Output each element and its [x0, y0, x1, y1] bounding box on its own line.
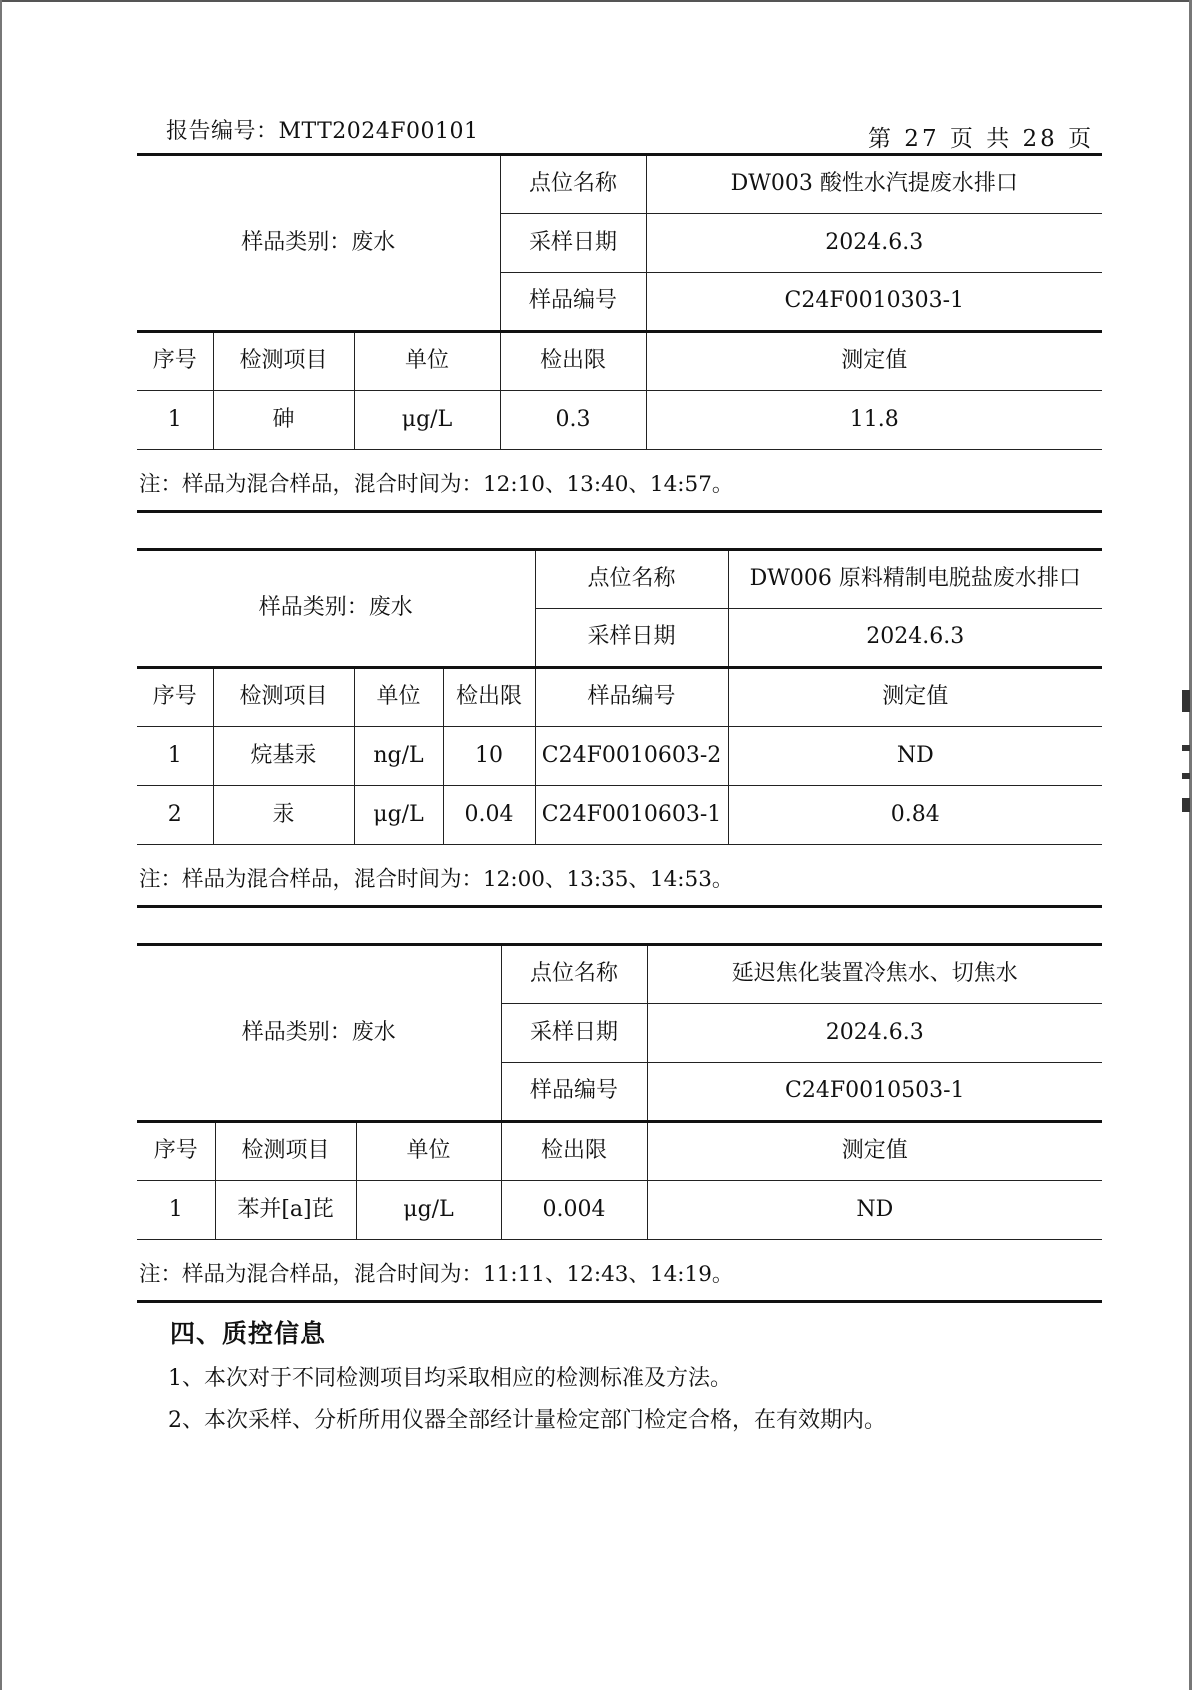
site-name-value: DW003 酸性水汽提废水排口	[646, 155, 1102, 214]
col-header-value: 测定值	[646, 332, 1102, 391]
col-header-value: 测定值	[647, 1122, 1102, 1181]
cell-no: 1	[137, 727, 213, 786]
cell-no: 2	[137, 786, 213, 845]
cell-value: ND	[647, 1181, 1102, 1240]
site-name-value: DW006 原料精制电脱盐废水排口	[728, 550, 1102, 609]
cell-unit: μg/L	[356, 1181, 501, 1240]
margin-scan-mark	[1182, 773, 1190, 779]
margin-scan-mark	[1182, 745, 1190, 751]
note-table-dw003: 注：样品为混合样品，混合时间为：12:10、13:40、14:57。	[139, 472, 734, 497]
note-table-dw006: 注：样品为混合样品，混合时间为：12:00、13:35、14:53。	[139, 867, 734, 892]
section-divider	[137, 1300, 1102, 1303]
cell-value: ND	[728, 727, 1102, 786]
cell-value: 0.84	[728, 786, 1102, 845]
col-header-sample-no: 样品编号	[535, 668, 728, 727]
cell-item: 汞	[213, 786, 354, 845]
cell-unit: μg/L	[354, 786, 443, 845]
table-row	[137, 786, 1102, 845]
sampling-date-value: 2024.6.3	[728, 609, 1102, 668]
site-name-label: 点位名称	[535, 550, 728, 609]
sample-type: 样品类别：废水	[137, 945, 501, 1122]
margin-scan-mark	[1182, 798, 1190, 812]
col-header-limit: 检出限	[443, 668, 535, 727]
table-header-row	[137, 332, 1102, 391]
sample-type: 样品类别：废水	[137, 550, 535, 668]
sampling-date-label: 采样日期	[535, 609, 728, 668]
page-indicator: 第 27 页 共 28 页	[868, 126, 1095, 152]
col-header-unit: 单位	[354, 668, 443, 727]
report-number	[166, 114, 479, 145]
col-header-item: 检测项目	[213, 668, 354, 727]
table-header-row	[137, 668, 1102, 727]
table-header-row	[137, 1122, 1102, 1181]
col-header-unit: 单位	[354, 332, 500, 391]
report-number-value: MTT2024F00101	[278, 119, 479, 144]
margin-scan-mark	[1182, 690, 1190, 712]
table-dw006	[137, 548, 1102, 845]
sample-no-value: C24F0010503-1	[647, 1063, 1102, 1122]
cell-no: 1	[137, 1181, 215, 1240]
cell-unit: μg/L	[354, 391, 500, 450]
sampling-date-value: 2024.6.3	[647, 1004, 1102, 1063]
table-dw003	[137, 153, 1102, 450]
cell-limit: 0.3	[500, 391, 646, 450]
site-name-value: 延迟焦化装置冷焦水、切焦水	[647, 945, 1102, 1004]
report-number-label: 报告编号：	[166, 119, 279, 144]
col-header-value: 测定值	[728, 668, 1102, 727]
sample-type: 样品类别：废水	[137, 155, 500, 332]
note-table-coking: 注：样品为混合样品，混合时间为：11:11、12:43、14:19。	[139, 1262, 734, 1287]
cell-unit: ng/L	[354, 727, 443, 786]
col-header-item: 检测项目	[215, 1122, 356, 1181]
site-name-label: 点位名称	[500, 155, 646, 214]
sampling-date-label: 采样日期	[500, 214, 646, 273]
qc-line-2: 2、本次采样、分析所用仪器全部经计量检定部门检定合格，在有效期内。	[168, 1408, 886, 1433]
table-row	[137, 391, 1102, 450]
section-divider	[137, 510, 1102, 513]
col-header-limit: 检出限	[501, 1122, 647, 1181]
qc-section-title: 四、质控信息	[170, 1319, 327, 1348]
cell-limit: 10	[443, 727, 535, 786]
col-header-no: 序号	[137, 332, 213, 391]
col-header-item: 检测项目	[213, 332, 354, 391]
sample-no-value: C24F0010303-1	[646, 273, 1102, 332]
sampling-date-label: 采样日期	[501, 1004, 647, 1063]
cell-item: 砷	[213, 391, 354, 450]
cell-sample-no: C24F0010603-1	[535, 786, 728, 845]
col-header-no: 序号	[137, 668, 213, 727]
table-row	[137, 1181, 1102, 1240]
cell-item: 苯并[a]芘	[215, 1181, 356, 1240]
col-header-unit: 单位	[356, 1122, 501, 1181]
scan-edge-left	[0, 0, 2, 1690]
col-header-no: 序号	[137, 1122, 215, 1181]
cell-item: 烷基汞	[213, 727, 354, 786]
table-row	[137, 727, 1102, 786]
cell-sample-no: C24F0010603-2	[535, 727, 728, 786]
sample-no-label: 样品编号	[500, 273, 646, 332]
section-divider	[137, 905, 1102, 908]
sample-no-label: 样品编号	[501, 1063, 647, 1122]
table-coking	[137, 943, 1102, 1240]
cell-limit: 0.004	[501, 1181, 647, 1240]
cell-limit: 0.04	[443, 786, 535, 845]
site-name-label: 点位名称	[501, 945, 647, 1004]
cell-no: 1	[137, 391, 213, 450]
col-header-limit: 检出限	[500, 332, 646, 391]
scan-edge-top	[0, 0, 1192, 2]
qc-line-1: 1、本次对于不同检测项目均采取相应的检测标准及方法。	[168, 1366, 732, 1391]
sampling-date-value: 2024.6.3	[646, 214, 1102, 273]
cell-value: 11.8	[646, 391, 1102, 450]
